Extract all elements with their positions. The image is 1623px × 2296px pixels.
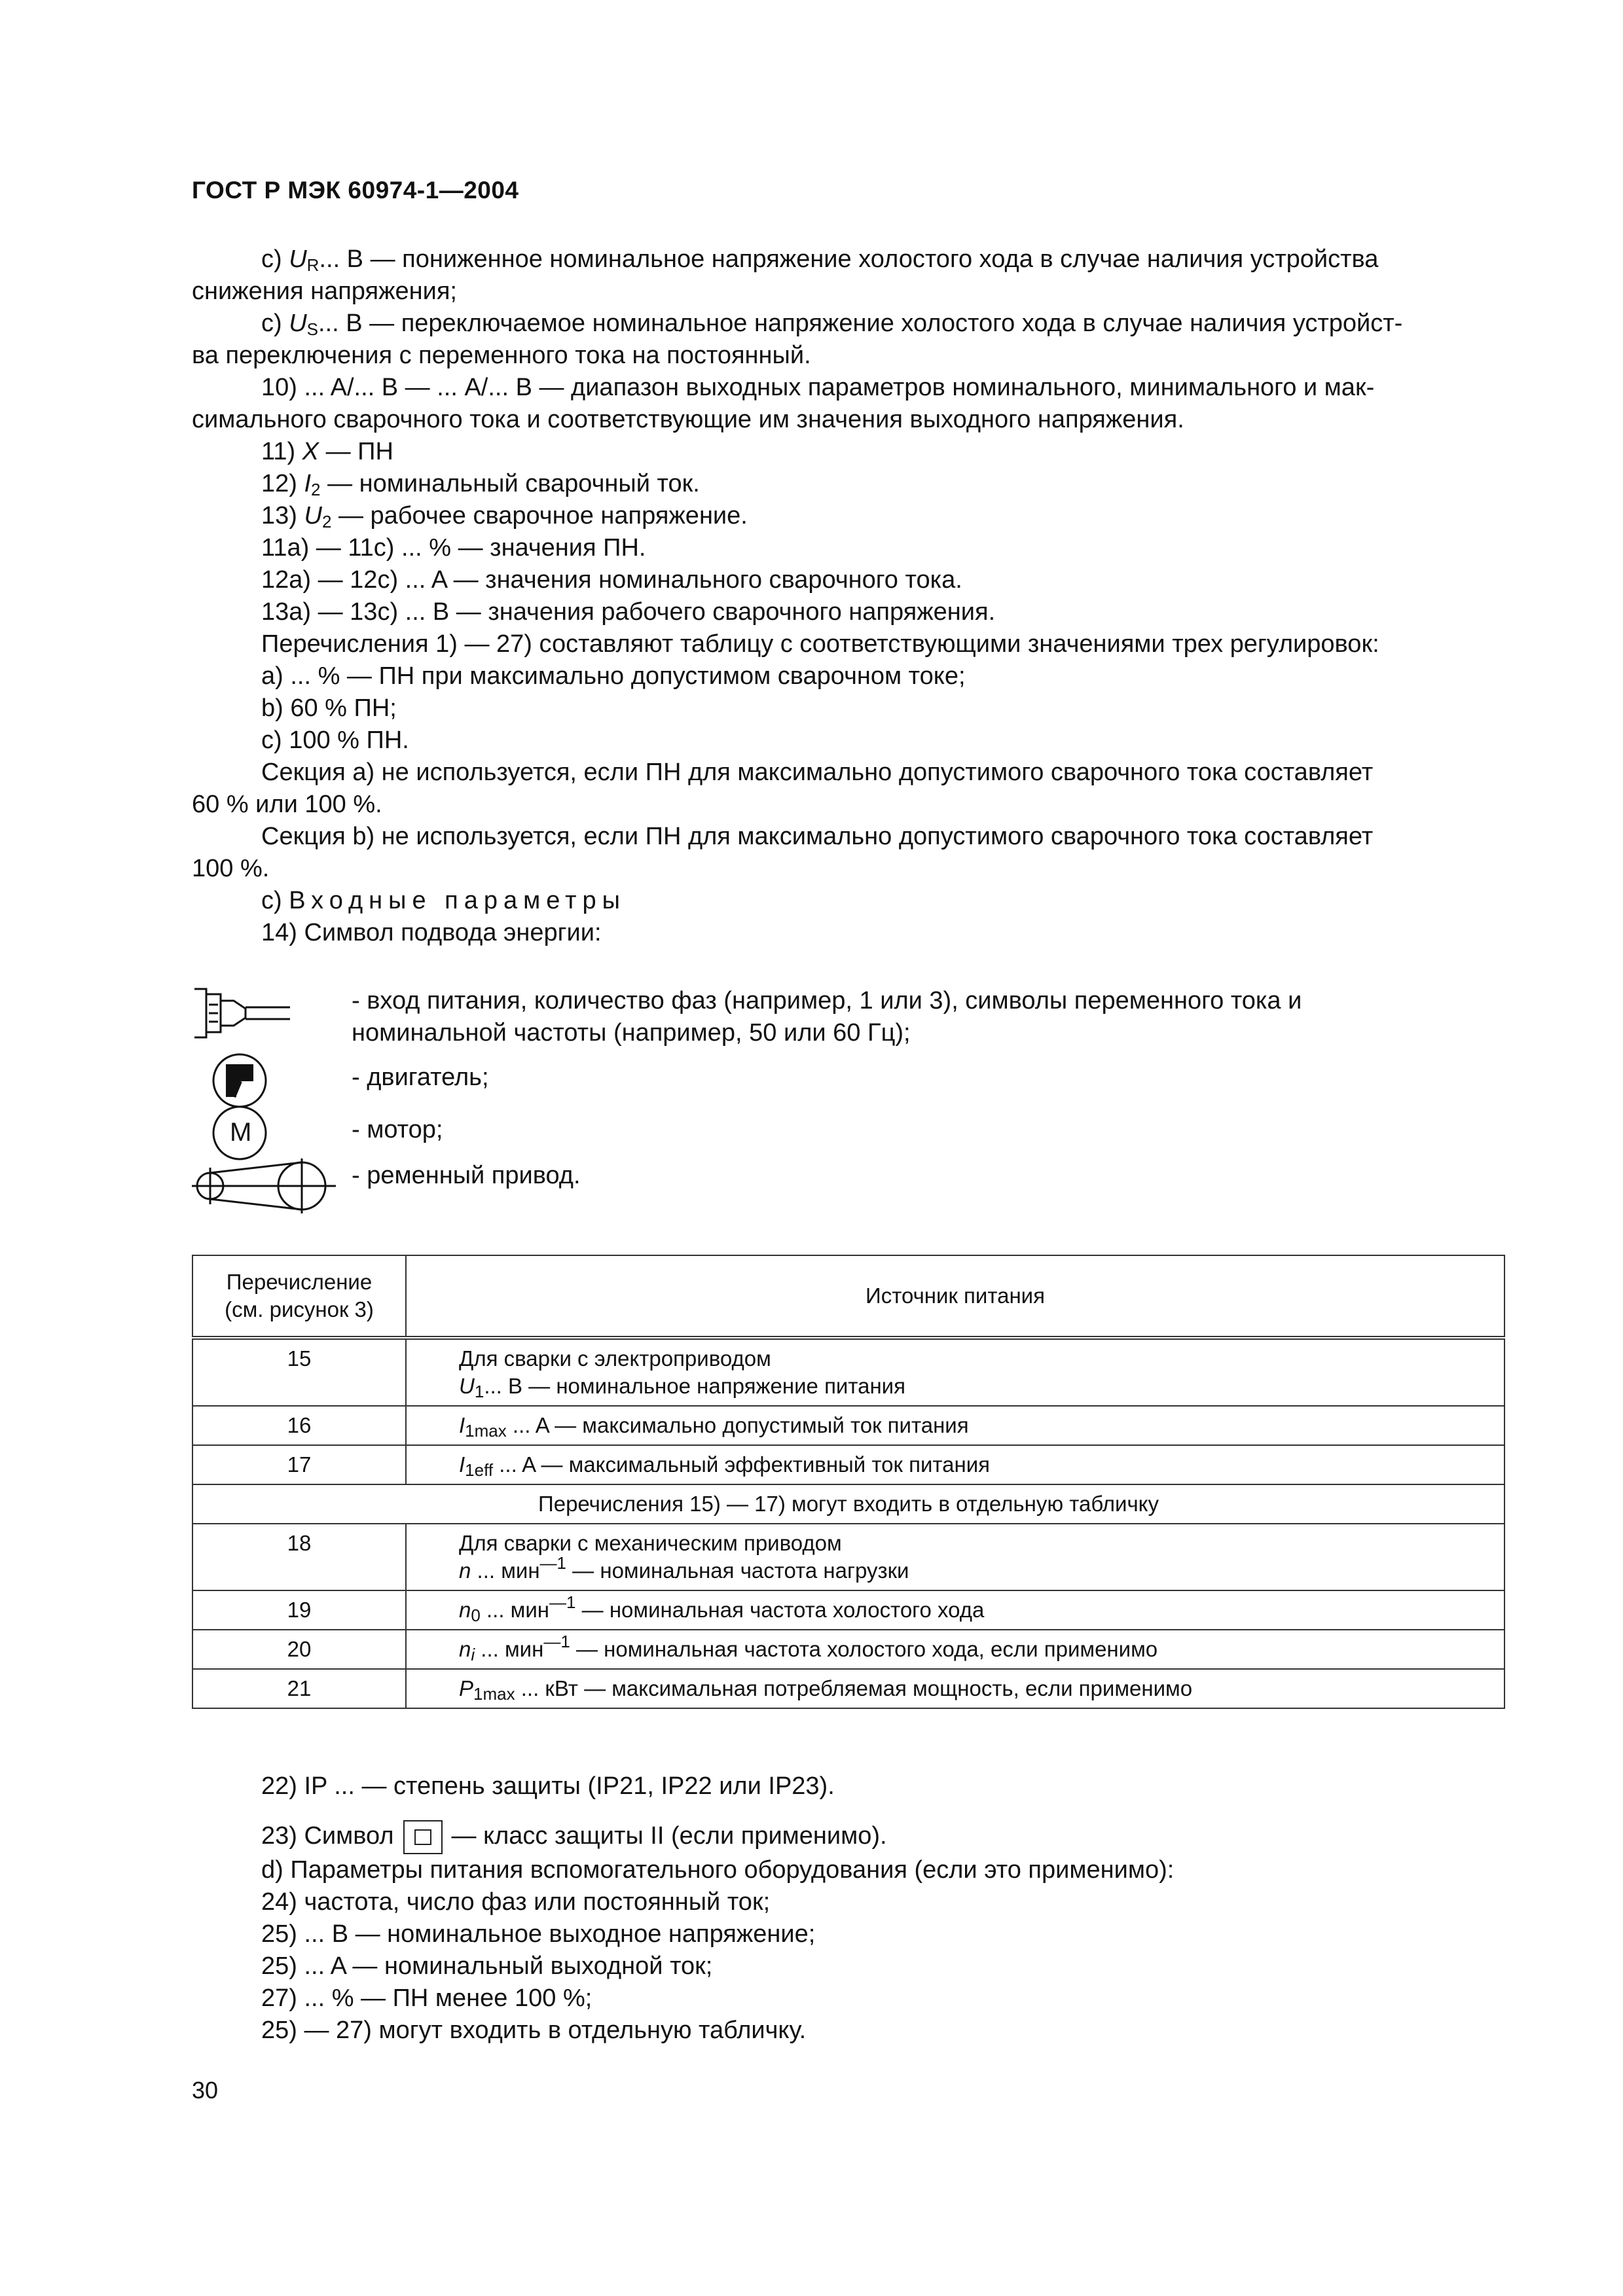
paragraph: 24) частота, число фаз или постоянный ток; — [261, 1888, 771, 1916]
paragraph: b) 60 % ПН; — [261, 694, 397, 722]
table-row: 16 $I_{1max}$ ... A — максимально допустимый ток питания — [192, 1406, 1504, 1445]
paragraph: ва переключения с переменного тока на постоянный. — [192, 342, 811, 369]
motor-letter: M — [230, 1118, 252, 1147]
paragraph: c) 100 % ПН. — [261, 726, 409, 754]
paragraph: 11a) — 11c) ... % — значения ПН. — [261, 534, 646, 562]
symbol-desc: - ременный привод. — [352, 1162, 581, 1189]
engine-icon — [210, 1051, 269, 1110]
document-header: ГОСТ Р МЭК 60974-1—2004 — [192, 177, 519, 204]
paragraph: снижения напряжения; — [192, 278, 457, 305]
paragraph: 100 %. — [192, 855, 270, 882]
table-row: 21 $P_{1max}$ ... кВт — максимальная потребляемая мощность, если применимо — [192, 1669, 1504, 1708]
symbol-desc: номинальной частоты (например, 50 или 60 Гц); — [352, 1019, 911, 1047]
table-header-cell: Источник питания — [406, 1255, 1504, 1338]
paragraph: 23) Символ — класс защиты II (если применимо). — [192, 1820, 1505, 1854]
body-text-after-table — [192, 1770, 1505, 2047]
paragraph: d) Параметры питания вспомогательного оборудования (если это применимо): — [261, 1856, 1175, 1884]
paragraph: 25) — 27) могут входить в отдельную табличку. — [261, 2017, 807, 2044]
paragraph: 60 % или 100 %. — [192, 791, 382, 818]
table-row: 15 Для сварки с электроприводом $U_1$... В — номинальное напряжение питания — [192, 1338, 1504, 1406]
paragraph: c) $U_S$... В — переключаемое номинальное напряжение холостого хода в случае наличия устройст- — [261, 310, 1403, 339]
paragraph: 25) ... A — номинальный выходной ток; — [261, 1952, 713, 1980]
power-source-table — [192, 1255, 1505, 1709]
symbol-desc: - вход питания, количество фаз (например, 1 или 3), символы переменного тока и — [352, 987, 1302, 1014]
paragraph: Перечисления 1) — 27) составляют таблицу с соответствующими значениями трех регулировок: — [261, 630, 1379, 658]
body-text — [192, 243, 1505, 949]
paragraph: a) ... % — ПН при максимально допустимом сварочном токе; — [261, 662, 966, 690]
paragraph: 12) $I_2$ — номинальный сварочный ток. — [261, 470, 700, 499]
symbol-desc: - двигатель; — [352, 1064, 489, 1091]
table-header-cell: Перечисление (см. рисунок 3) — [192, 1255, 406, 1338]
paragraph: 10) ... A/... В — ... A/... В — диапазон выходных параметров номинального, минимального и мак- — [261, 374, 1375, 401]
paragraph: 14) Символ подвода энергии: — [261, 919, 602, 946]
power-input-plug-icon — [192, 985, 297, 1041]
paragraph: 22) IP ... — степень защиты (IP21, IP22 или IP23). — [261, 1772, 835, 1800]
paragraph: симального сварочного тока и соответствующие им значения выходного напряжения. — [192, 406, 1184, 433]
paragraph: Секция a) не используется, если ПН для максимально допустимого сварочного тока составляет — [261, 759, 1374, 786]
symbol-desc: - мотор; — [352, 1116, 443, 1143]
paragraph: 12a) — 12c) ... A — значения номинального сварочного тока. — [261, 566, 962, 594]
paragraph: Секция b) не используется, если ПН для максимально допустимого сварочного тока составляет — [261, 823, 1374, 850]
paragraph: 13) $U_2$ — рабочее сварочное напряжение. — [261, 502, 748, 531]
paragraph: 27) ... % — ПН менее 100 %; — [261, 1984, 593, 2012]
table-header-row — [192, 1255, 1504, 1338]
belt-drive-icon — [192, 1153, 336, 1219]
table-row: 18 Для сварки с механическим приводом n ... мин$^{—1}$ — номинальная частота нагрузки — [192, 1524, 1504, 1590]
section-heading: c) Входные параметры — [261, 887, 626, 914]
paragraph: 25) ... В — номинальное выходное напряжение; — [261, 1920, 816, 1948]
protection-class-ii-icon — [403, 1820, 443, 1854]
table-row: 17 $I_{1eff}$ ... A — максимальный эффективный ток питания — [192, 1445, 1504, 1484]
table-row: 20 $n_i$ ... мин$^{—1}$ — номинальная частота холостого хода, если применимо — [192, 1630, 1504, 1669]
paragraph: 13a) — 13c) ... В — значения рабочего сварочного напряжения. — [261, 598, 996, 626]
table-row: Перечисления 15) — 17) могут входить в отдельную табличку — [192, 1484, 1504, 1524]
paragraph: 11) X — ПН — [261, 438, 393, 465]
table-row: 19 $n_0$ ... мин$^{—1}$ — номинальная частота холостого хода — [192, 1590, 1504, 1630]
paragraph: c) $U_R$... В — пониженное номинальное напряжение холостого хода в случае наличия устройства — [261, 245, 1379, 275]
page-number: 30 — [192, 2077, 219, 2104]
